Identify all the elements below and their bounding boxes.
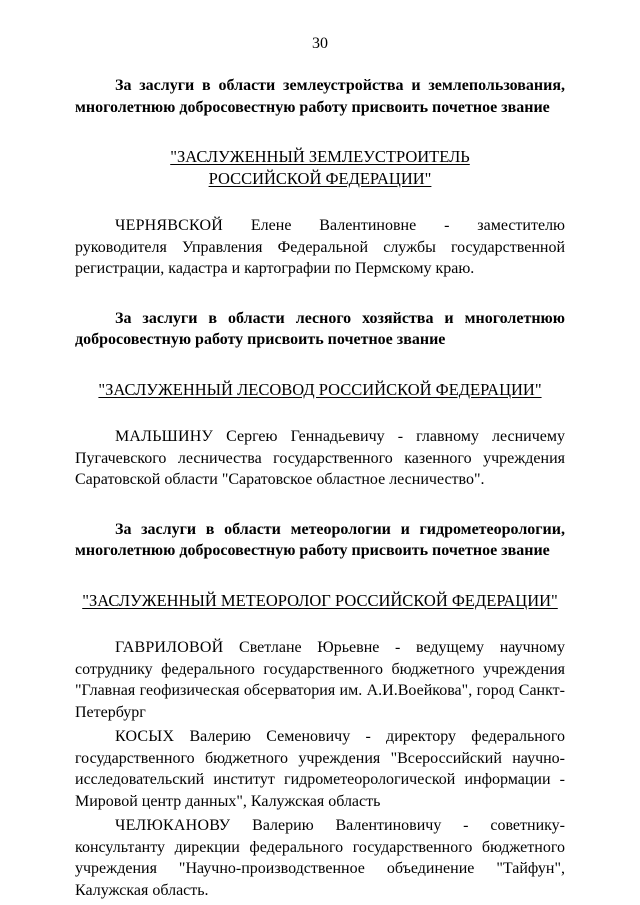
awardee-surname: ЧЕРНЯВСКОЙ [115, 217, 224, 234]
awardee-entry [75, 637, 565, 723]
awardee-entry [75, 815, 565, 901]
award-preamble-land: За заслуги в области землеустройства и землепользования, многолетнюю добросовестную работу присвоить почетное звание [75, 77, 565, 116]
awardee-entry [75, 426, 565, 491]
award-title-land-line-2: РОССИЙСКОЙ ФЕДЕРАЦИИ" [208, 168, 432, 188]
award-title-land-line-1: "ЗАСЛУЖЕННЫЙ ЗЕМЛЕУСТРОИТЕЛЬ [170, 147, 470, 166]
awardee-entry [75, 215, 565, 280]
award-title-forestry-line-1: "ЗАСЛУЖЕННЫЙ ЛЕСОВОД РОССИЙСКОЙ ФЕДЕРАЦИИ" [98, 379, 542, 399]
awardee-surname: МАЛЬШИНУ [115, 428, 213, 445]
page-number: 30 [312, 35, 328, 52]
award-title-land [75, 146, 565, 189]
awardee-surname: КОСЫХ [115, 728, 175, 745]
awardee-details: Светлане Юрьевне - ведущему научному сотруднику федерального государственного бюджетного учреждения "Главная геофизическая обсерватория им. А.И.Воейкова", город Санкт-Петербург [75, 639, 565, 721]
awardee-details: Валерию Валентиновичу - советнику-консультанту дирекции федерального государственного бюджетного учреждения "Научно-производственное объединение "Тайфун", Калужская область. [75, 817, 566, 899]
awardee-details: Елене Валентиновне - заместителю руководителя Управления Федеральной службы государственной регистрации, кадастра и картографии по Пермскому краю. [75, 217, 566, 277]
awardee-entry [75, 726, 565, 812]
award-title-meteorology-line-1: "ЗАСЛУЖЕННЫЙ МЕТЕОРОЛОГ РОССИЙСКОЙ ФЕДЕРАЦИИ" [82, 590, 558, 610]
award-preamble-meteorology: За заслуги в области метеорологии и гидрометеорологии, многолетнюю добросовестную работу присвоить почетное звание [75, 520, 565, 559]
awardee-details: Валерию Семеновичу - директору федерального государственного бюджетного учреждения "Всероссийский научно-исследовательский институт гидрометеорологической информации - Мировой центр данных", Калужская область [75, 728, 566, 810]
award-title-meteorology [75, 590, 565, 612]
awardee-surname: ЧЕЛЮКАНОВУ [115, 817, 231, 834]
award-title-forestry [75, 379, 565, 401]
awardee-surname: ГАВРИЛОВОЙ [115, 639, 224, 656]
awardee-details: Сергею Геннадьевичу - главному лесничему Пугачевского лесничества государственного казенного учреждения Саратовской области "Саратовское областное лесничество". [75, 428, 565, 488]
award-preamble-forestry: За заслуги в области лесного хозяйства и многолетнюю добросовестную работу присвоить почетное звание [75, 309, 565, 348]
